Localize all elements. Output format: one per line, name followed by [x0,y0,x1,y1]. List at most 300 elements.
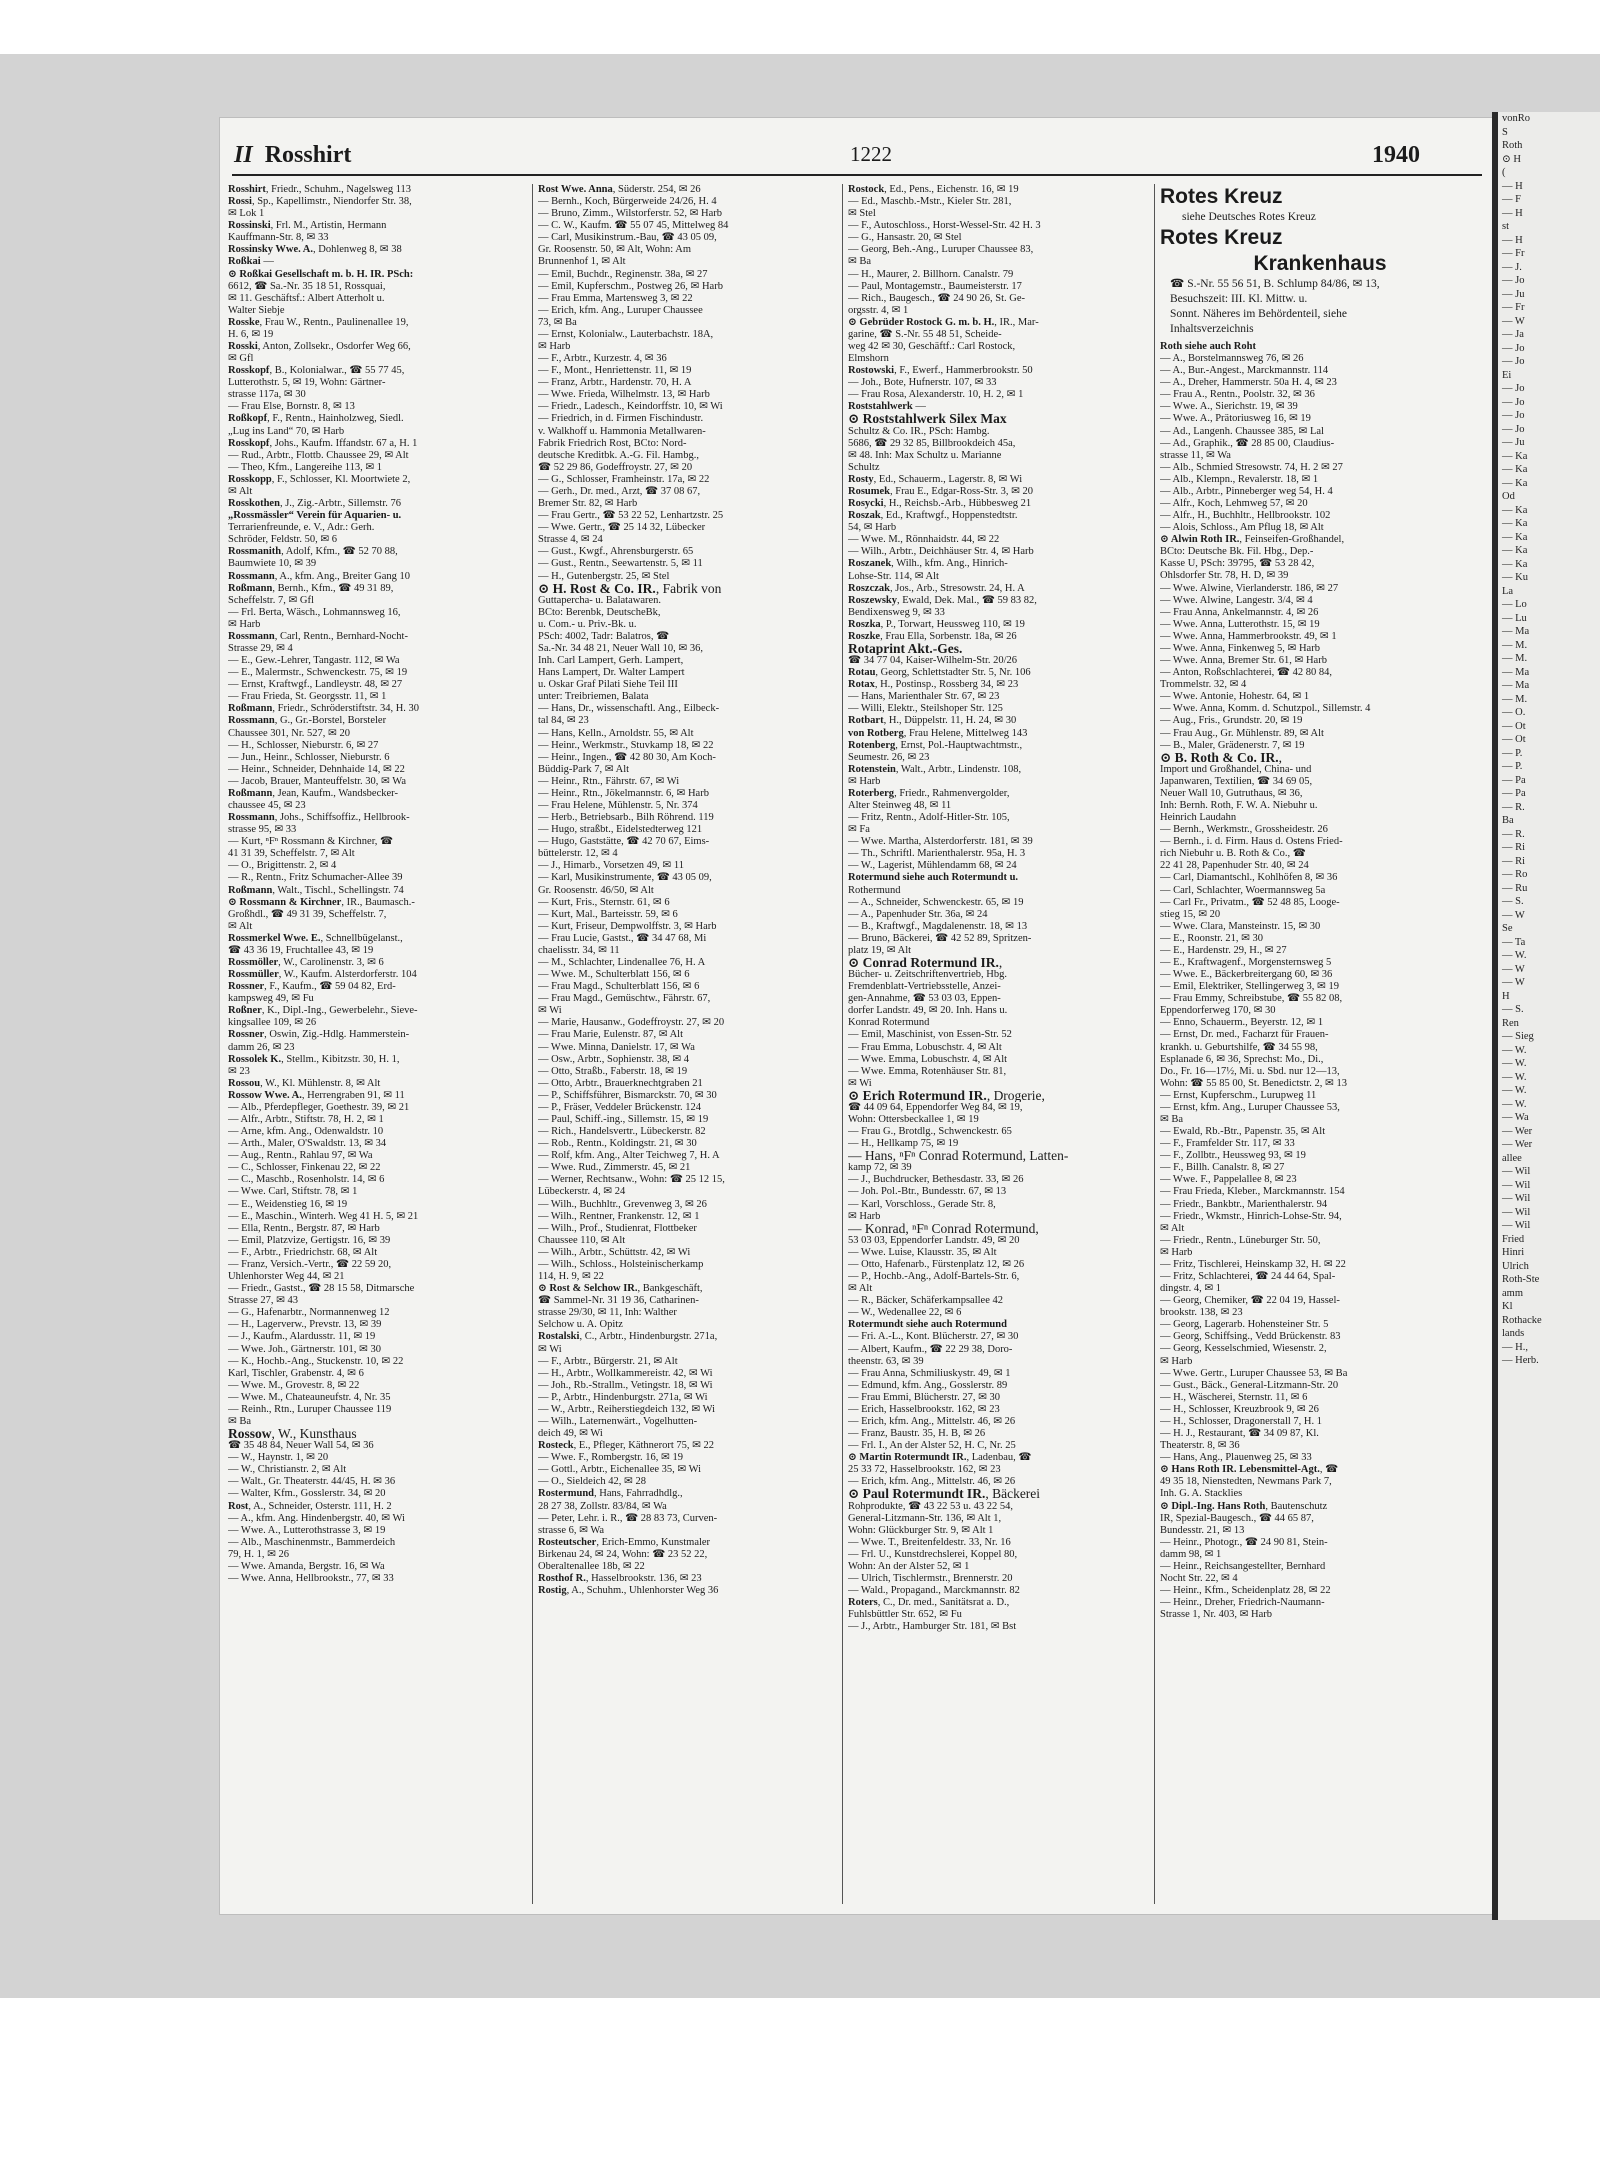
directory-entry: — Heinr., Werkmstr., Stuvkamp 18, ✉ 22 [538,739,714,751]
directory-entry [538,1585,830,1597]
entry-details: , Bäckerei [985,1488,1041,1501]
entry-name: Roszak [848,510,881,522]
directory-entry: deich 49, ✉ Wi [538,1428,603,1440]
directory-entry: v. Walkhoff u. Hammonia Metallwaren- [538,425,706,437]
entry-name: Rosty [848,473,874,485]
directory-entry: — Frau A., Rentn., Poolstr. 32, ✉ 36 [1160,389,1315,401]
directory-entry: ☎ 44 09 64, Eppendorfer Weg 84, ✉ 19, [848,1101,1023,1113]
directory-entry: — Wwe. Antonie, Hohestr. 64, ✉ 1 [1160,691,1310,703]
directory-entry: Fabrik Friedrich Rost, BCto: Nord- [538,437,687,449]
edge-line: — Ma [1502,666,1530,678]
entry-details: , Wilh., kfm. Ang., Hinrich- [891,558,1008,570]
directory-entry [228,957,520,969]
directory-entry: — Frau Magd., Schulterblatt 156, ✉ 6 [538,981,700,993]
edge-line: Roth-Ste [1502,1274,1540,1285]
directory-entry: stieg 15, ✉ 20 [1160,908,1221,920]
edge-line: — W. [1502,1085,1527,1096]
directory-entry [1160,534,1480,546]
directory-entry: — Franz, Versich.-Vertr., ☎ 22 59 20, [228,1258,392,1270]
directory-entry: orgsstr. 4, ✉ 1 [848,304,909,316]
entry-name: Rotaprint Akt.-Ges. [848,642,963,656]
directory-entry: — Georg, Chemiker, ☎ 22 04 19, Hassel- [1160,1295,1340,1307]
directory-entry: — Heinr., Rtn., Jökelmannstr. 6, ✉ Harb [538,787,709,799]
directory-entry: weg 42 ✉ 30, Geschäftf.: Carl Rostock, [848,341,1016,353]
entry-name: Rosskopf [228,437,270,449]
edge-line: Hinri [1502,1247,1525,1258]
directory-entry: Wohn: ☎ 55 85 00, St. Benedictstr. 2, ✉ 13 [1160,1077,1347,1089]
directory-entry: Wohn: Glückburger Str. 9, ✉ Alt 1 [848,1524,994,1536]
entry-name: Rosski [228,341,258,353]
directory-entry: — A., Papenhuder Str. 36a, ✉ 24 [848,908,988,920]
directory-entry: 73, ✉ Ba [538,316,577,328]
directory-entry: Wohn: Ottersbeckallee 1, ✉ 19 [848,1114,979,1126]
directory-entry: — Wilh., Schloss., Holsteinischerkamp [538,1258,704,1270]
directory-entry: — G., Hansastr. 20, ✉ Stel [848,232,962,244]
section-numeral: II [234,142,253,168]
entry-details: , H., Postinsp., Rossberg 34, ✉ 23 [874,679,1019,691]
directory-entry: — Karl, Musikinstrumente, ☎ 43 05 09, [538,872,712,884]
directory-entry: — Reinh., Rtn., Luruper Chaussee 119 [228,1403,392,1415]
directory-entry [228,583,520,595]
directory-entry [848,595,1140,607]
directory-entry: 25 33 72, Hasselbrookstr. 162, ✉ 23 [848,1464,1001,1476]
entry-name: Roßkopf [228,413,268,425]
directory-entry: — P., Schiffsführer, Bismarckstr. 70, ✉ 30 [538,1089,717,1101]
directory-column-4 [1160,184,1480,1904]
column-divider [842,184,843,1904]
directory-entry: — Georg, Lagerarb. Hohensteiner Str. 5 [1160,1319,1329,1331]
edge-line: Roth [1502,140,1523,151]
directory-entry: strasse 6, ✉ Wa [538,1524,605,1536]
directory-entry: — Bernh., Koch, Bürgerweide 24/26, H. 4 [538,196,717,208]
entry-details: , Frau W., Rentn., Paulinenallee 19, [259,316,409,328]
directory-entry: — Kurt, ⁿFⁿ Rossmann & Kirchner, ☎ [228,836,394,848]
entry-name: Rotermundt siehe auch Rotermund [848,1319,1007,1331]
entry-name: Rossmann [228,570,275,582]
directory-entry: — Wwe. Carl, Stiftstr. 78, ✉ 1 [228,1186,358,1198]
edge-line: — Ka [1502,464,1528,475]
edge-line: Od [1502,491,1515,502]
directory-entry: — Gust., Kwgf., Ahrensburgerstr. 65 [538,546,694,558]
directory-entry: Gr. Roosenstr. 46/50, ✉ Alt [538,884,654,896]
edge-line: — Ot [1502,734,1526,745]
directory-entry: Büddig-Park 7, ✉ Alt [538,763,630,775]
entry-name: Rostermund [538,1488,595,1500]
directory-entry: 53 03 03, Eppendorfer Landstr. 49, ✉ 20 [848,1234,1020,1246]
entry-name: Rosshirt [228,184,266,195]
directory-column-1 [228,184,520,1904]
directory-entry: 49 35 18, Nienstedten, Newmans Park 7, [1160,1476,1332,1488]
directory-entry: — G., Hafenarbtr., Normannenweg 12 [228,1307,390,1319]
directory-entry: — Wwe. Gertr., ☎ 25 14 32, Lübecker [538,522,706,534]
directory-entry: ✉ Alt [848,1283,873,1295]
entry-name: Rosteutscher [538,1536,597,1548]
edge-line: Fried [1502,1233,1525,1245]
entry-name: Rosskothen [228,498,280,510]
entry-name: ⊙ Roststahlwerk Silex Max [848,413,1007,426]
directory-entry: — Arne, kfm. Ang., Odenwaldstr. 10 [228,1126,384,1138]
directory-entry: ☎ 35 48 84, Neuer Wall 54, ✉ 36 [228,1440,374,1452]
directory-entry: — Rolf, kfm. Ang., Alter Teichweg 7, H. A [538,1150,720,1162]
directory-entry: — Osw., Arbtr., Sophienstr. 38, ✉ 4 [538,1053,690,1065]
directory-entry: — Friedr., Rentn., Lüneburger Str. 50, [1160,1234,1321,1246]
directory-entry: Sa.-Nr. 34 48 21, Neuer Wall 10, ✉ 36, [538,642,703,654]
directory-entry: — Wwe. Anna, Komm. d. Schutzpol., Sillemstr. 4 [1160,703,1371,715]
entry-details: , Frau E., Edgar-Ross-Str. 3, ✉ 20 [890,485,1034,497]
directory-entry: — Joh., Rb.-Strallm., Vetingstr. 18, ✉ Wi [538,1379,713,1391]
directory-column-2 [538,184,830,1904]
edge-line: — Ja [1502,329,1524,340]
directory-entry: dorfer Landstr. 49, ✉ 20. Inh. Hans u. [848,1005,1008,1017]
directory-entry: — Willi, Elektr., Steilshoper Str. 125 [848,703,1003,715]
directory-entry: — Hans, ⁿFⁿ Conrad Rotermund, Latten- [848,1150,1069,1163]
directory-entry: — Carl, Musikinstrum.-Bau, ☎ 43 05 09, [538,232,717,244]
directory-entry: Karl, Tischler, Grabenstr. 4, ✉ 6 [228,1367,364,1379]
directory-entry: — A., Bur.-Angest., Marckmannstr. 114 [1160,365,1329,377]
entry-name: Rotax [848,679,875,691]
directory-entry: — H., Schlosser, Nieburstr. 6, ✉ 27 [228,739,379,751]
directory-entry: Oberaltenallee 18b, ✉ 22 [538,1560,645,1572]
directory-entry: — Wwe. Anna, Finkenweg 5, ✉ Harb [1160,642,1320,654]
rotes-kreuz-heading-2: Rotes Kreuz [1160,226,1283,249]
entry-details: — [260,256,274,268]
edge-line: — Jo [1502,396,1525,408]
directory-entry: PSch: 4002, Tadr: Balatros, ☎ [538,630,670,642]
directory-entry: — Gottl., Arbtr., Eichenallee 35, ✉ Wi [538,1464,702,1476]
directory-entry: ✉ Wi [848,1077,872,1089]
directory-entry [228,244,520,256]
directory-entry: — Alb., Pferdepfleger, Goethestr. 39, ✉ 21 [228,1101,410,1113]
entry-details: , Erich-Emmo, Kunstmaler [596,1536,711,1548]
directory-entry [228,498,520,510]
directory-entry [848,413,1140,425]
directory-entry: — E., Gew.-Lehrer, Tangastr. 112, ✉ Wa [228,655,400,667]
directory-entry: — H., Maurer, 2. Billhorn. Canalstr. 79 [848,268,1014,280]
directory-entry: — Frl. U., Kunstdrechslerei, Koppel 80, [848,1548,1018,1560]
entry-details: , Ladenbau, ☎ [966,1452,1032,1464]
directory-entry [538,1488,830,1500]
roth-entries [1160,353,1480,1621]
entry-details: , C., Dr. med., Sanitätsrat a. D., [877,1597,1010,1609]
directory-entry: 6612, ☎ Sa.-Nr. 35 18 51, Rossquai, [228,280,386,292]
directory-entry: — W., Arbtr., Reiherstiegdeich 132, ✉ Wi [538,1403,716,1415]
directory-entry: — F., Mont., Henriettenstr. 11, ✉ 19 [538,365,692,377]
entry-details: , Sp., Kapellimstr., Niendorfer Str. 38, [251,196,412,208]
directory-entry: Strasse 1, Nr. 403, ✉ Harb [1160,1609,1273,1621]
directory-entry: Bundesstr. 21, ✉ 13 [1160,1524,1245,1536]
directory-entry: ✉ Stel [848,208,876,220]
entry-name: Rotermund siehe auch Rotermundt u. [848,872,1019,884]
entry-name: ⊙ B. Roth & Co. IR. [1160,751,1279,764]
directory-entry: — Wwe. A., Lutterothstrasse 3, ✉ 19 [228,1524,386,1536]
entry-name: Roters [848,1597,878,1609]
entry-details: , Süderstr. 254, ✉ 26 [612,184,701,195]
edge-line: — R. [1502,801,1525,813]
entry-name: Roßmann [228,582,273,594]
edge-line: S [1502,126,1508,138]
directory-entry: — Frau Frieda, Kleber., Marckmannstr. 154 [1160,1186,1345,1198]
entry-name: ⊙ Roßkai Gesellschaft m. b. H. IR. PSch: [228,268,414,280]
directory-entry: Terrarienfreunde, e. V., Adr.: Gerh. [228,522,375,534]
entry-name: Rosskopp [228,473,272,485]
entry-details: , [998,957,1003,970]
entry-name: Rossou [228,1077,261,1089]
entry-details: , H., Düppelstr. 11, H. 24, ✉ 30 [883,715,1017,727]
entry-name: ⊙ Gebrüder Rostock G. m. b. H. [848,316,995,328]
edge-line: — O. [1502,707,1526,718]
directory-entry [848,764,1140,776]
edge-line: — Ka [1502,558,1528,570]
directory-entry [228,571,520,583]
entry-name: Rotenstein [848,763,896,775]
directory-entry [228,812,520,824]
entry-details: , K., Dipl.-Ing., Gewerbelehr., Sieve- [261,1005,418,1017]
entry-details: , Carl, Rentn., Bernhard-Nocht- [274,630,408,642]
directory-entry [848,1488,1140,1500]
edge-line: — F [1502,194,1521,205]
directory-entry: gen-Annahme, ☎ 53 03 03, Eppen- [848,993,1001,1005]
directory-entry: Do., Fr. 16—17½, Mi. u. Sbd. nur 12—13, [1160,1065,1340,1077]
directory-entry: — Frau Anna, Schmiliuskystr. 49, ✉ 1 [848,1367,1011,1379]
directory-entry: — Friedrich, in d. Firmen Fischindustr. [538,413,704,425]
directory-page [220,118,1492,1914]
directory-entry [228,1428,520,1440]
directory-entry: Bücher- u. Zeitschriftenvertrieb, Hbg. [848,969,1007,981]
column-divider [1154,184,1155,1904]
directory-entry [848,1597,1140,1609]
entry-name: Roszanek [848,558,892,570]
directory-entry: Inh. Carl Lampert, Gerh. Lampert, [538,655,684,667]
directory-entry: ✉ Wi [538,1343,562,1355]
edge-line: — Ma [1502,680,1530,691]
edge-line: — Ka [1502,545,1528,556]
directory-entry: — J., Kaufm., Alardusstr. 11, ✉ 19 [228,1331,376,1343]
directory-entry: — Hans, Marienthaler Str. 67, ✉ 23 [848,691,1000,703]
directory-entry: Trommelstr. 32, ✉ 4 [1160,679,1247,691]
edge-line: — Ro [1502,869,1528,880]
directory-entry: — Ernst, Kupferschm., Lurupweg 11 [1160,1089,1317,1101]
directory-entry: Inh: Bernh. Roth, F. W. A. Niebuhr u. [1160,799,1318,811]
directory-entry: — Bruno, Bäckerei, ☎ 42 52 89, Spritzen- [848,932,1032,944]
directory-entry: 5686, ☎ 29 32 85, Billbrookdeich 45a, [848,437,1016,449]
directory-entry [848,558,1140,570]
edge-line: — Fr [1502,248,1525,259]
edge-line: — Ri [1502,855,1526,867]
directory-entry: — Wwe. Joh., Gärtnerstr. 101, ✉ 30 [228,1343,381,1355]
directory-entry: — H., Lagerverw., Prevstr. 13, ✉ 39 [228,1319,382,1331]
directory-entry: — Frau Aug., Gr. Mühlenstr. 89, ✉ Alt [1160,727,1324,739]
directory-entry [228,546,520,558]
directory-entry: — Wilh., Rentner, Frankenstr. 12, ✉ 1 [538,1210,700,1222]
directory-entry: Inh. G. A. Stacklies [1160,1488,1243,1500]
directory-entry: ✉ Ba [848,256,872,268]
directory-entry: — Kurt, Friseur, Dempwolffstr. 3, ✉ Harb [538,920,717,932]
entry-details: , Georg, Schlettstadter Str. 5, Nr. 106 [875,667,1031,679]
directory-entry: Eppendorferweg 170, ✉ 30 [1160,1005,1276,1017]
directory-entry: — Frau G., Brotdlg., Schwenckestr. 65 [848,1126,1012,1138]
entry-name: Roterberg [848,787,895,799]
directory-entry: strasse 117a, ✉ 30 [228,389,306,401]
edge-line: — W. [1502,1098,1527,1110]
directory-entry: ✉ Fa [848,824,870,836]
directory-entry: — Enno, Schauerm., Beyerstr. 12, ✉ 1 [1160,1017,1324,1029]
directory-entry [848,486,1140,498]
directory-entry [228,413,520,425]
directory-entry: — Wwe. Anna, Bremer Str. 61, ✉ Harb [1160,655,1327,667]
directory-entry: — Rich., Handelsvertr., Lübeckerstr. 82 [538,1126,706,1138]
directory-entry: — J., Himarb., Vorsetzen 49, ✉ 11 [538,860,684,872]
directory-entry: — Wwe. Anna, Lutterothstr. 15, ✉ 19 [1160,618,1320,630]
directory-entry: ✉ Alt [1160,1222,1185,1234]
directory-entry: 54, ✉ Harb [848,522,897,534]
entry-details: , B., Kolonialwar., ☎ 55 77 45, [269,365,405,377]
directory-entry: — Ella, Rentn., Bergstr. 87, ✉ Harb [228,1222,380,1234]
directory-entry: Guttapercha- u. Balatawaren. [538,594,662,606]
entry-details: , Schnellbügelanst., [320,932,403,944]
directory-entry: — Wwe. Emma, Lobuschstr. 4, ✉ Alt [848,1053,1008,1065]
directory-entry: Schröder, Feldstr. 50, ✉ 6 [228,534,337,546]
entry-details: , Stellm., Kibitzstr. 30, H. 1, [281,1053,400,1065]
directory-entry: Japanwaren, Textilien, ☎ 34 69 05, [1160,775,1313,787]
directory-entry: — Alfr., Arbtr., Stiftstr. 78, H. 2, ✉ 1 [228,1114,384,1126]
edge-line: ( [1502,167,1506,178]
directory-entry: Esplanade 6, ✉ 36, Sprechst: Mo., Di., [1160,1053,1324,1065]
directory-entry: — Frau Emma, Martensweg 3, ✉ 22 [538,292,693,304]
directory-entry: — Ernst, kfm. Ang., Luruper Chaussee 53, [1160,1101,1340,1113]
directory-entry: Strasse 4, ✉ 24 [538,534,603,546]
directory-entry: — Wwe. M., Chateauneufstr. 4, Nr. 35 [228,1391,391,1403]
directory-entry: — Ad., Langenh. Chaussee 385, ✉ Lal [1160,425,1324,437]
edge-line: — J. [1502,261,1522,273]
edge-line: — W [1502,977,1525,988]
directory-entry: — Fritz, Tischlerei, Heinskamp 32, H. ✉ 22 [1160,1258,1346,1270]
directory-entry: — Georg, Kesselschmied, Wiesenstr. 2, [1160,1343,1327,1355]
entry-details: , E., Pfleger, Käthnerort 75, ✉ 22 [573,1440,715,1452]
entry-details: , Feinseifen-Großhandel, [1239,534,1345,546]
directory-entry [228,1090,520,1102]
directory-entry [228,317,520,329]
directory-entry: — Heinr., Reichsangestellter, Bernhard [1160,1560,1326,1572]
directory-entry: — Fri. A.-L., Kont. Blücherstr. 27, ✉ 30 [848,1331,1019,1343]
directory-entry [228,341,520,353]
entry-details: , Herrengraben 91, ✉ 11 [301,1089,405,1101]
directory-entry [228,981,520,993]
directory-entry [228,474,520,486]
entry-name: von Rotberg [848,727,904,739]
entry-details: , Oswin, Zig.-Hdlg. Hammerstein- [264,1029,410,1041]
directory-entry: — Paul, Schiff.-ing., Sillemstr. 15, ✉ 19 [538,1114,709,1126]
directory-entry: — H. J., Restaurant, ☎ 34 09 87, Kl. [1160,1428,1319,1440]
page-number: 1222 [850,142,892,166]
directory-entry [228,631,520,643]
directory-entry [848,788,1140,800]
entry-name: Rossmann [228,715,275,727]
directory-entry: — H., Arbtr., Wollkammereistr. 42, ✉ Wi [538,1367,713,1379]
directory-entry: General-Litzmann-Str. 136, ✉ Alt 1, [848,1512,1002,1524]
entry-name: Rossmerkel Wwe. E. [228,932,321,944]
directory-entry: — A., Schneider, Schwenckestr. 65, ✉ 19 [848,896,1024,908]
directory-entry: — G., Schlosser, Framheinstr. 17a, ✉ 22 [538,473,710,485]
directory-entry: — W., Wedenallee 22, ✉ 6 [848,1307,962,1319]
directory-entry: — Wwe. Rud., Zimmerstr. 45, ✉ 21 [538,1162,691,1174]
directory-entry: — Erich, kfm. Ang., Mittelstr. 46, ✉ 26 [848,1476,1016,1488]
directory-entry: Großhdl., ☎ 49 31 39, Scheffelstr. 7, [228,908,387,920]
directory-entry [228,510,520,522]
directory-entry [848,184,1140,196]
edge-line: — Jo [1502,410,1525,421]
directory-entry: — Frau Lucie, Gastst., ☎ 34 47 68, Mi [538,932,707,944]
directory-entry [848,1319,1140,1331]
edge-line: — Ri [1502,842,1526,853]
directory-entry: — Franz, Baustr. 35, H. B, ✉ 26 [848,1428,986,1440]
edge-line: — Ju [1502,288,1525,300]
edge-line: — Pa [1502,788,1526,799]
directory-entry [228,1054,520,1066]
directory-entry [848,1452,1140,1464]
entry-name: Roßkai [228,256,261,268]
edge-line: — Wil [1502,1220,1531,1231]
directory-entry: — Walter, Kfm., Gosslerstr. 34, ✉ 20 [228,1488,386,1500]
edge-line: — Ka [1502,531,1528,543]
directory-entry [848,498,1140,510]
directory-entry: — E., Maschin., Winterh. Weg 41 H. 5, ✉ 21 [228,1210,419,1222]
directory-entry: Nocht Str. 22, ✉ 4 [1160,1572,1238,1584]
edge-line: — Ta [1502,936,1526,948]
entry-name: Rostowski [848,365,895,377]
directory-entry: — H., Gutenbergstr. 25, ✉ Stel [538,570,670,582]
edge-line: — Wa [1502,1112,1529,1123]
entry-details: , Walt., Arbtr., Lindenstr. 108, [895,763,1022,775]
entry-details: , P., Torwart, Heussweg 110, ✉ 19 [880,618,1025,630]
directory-entry: — Friedr., Bankbtr., Marienthalerstr. 94 [1160,1198,1328,1210]
directory-entry: — Alb., Maschinenmstr., Bammerdeich [228,1536,396,1548]
entry-name: Roßmann [228,884,273,896]
entry-details: , Bautenschutz [1265,1500,1328,1512]
directory-entry [228,220,520,232]
entry-name: Rossmanith [228,546,282,558]
directory-entry: — Edmund, kfm. Ang., Gosslerstr. 89 [848,1379,1008,1391]
entry-name: Rossolek K. [228,1053,282,1065]
directory-entry: — E., Weidenstieg 16, ✉ 19 [228,1198,348,1210]
directory-entry: — C., Maschb., Rosenholstr. 14, ✉ 6 [228,1174,385,1186]
edge-line: — Ka [1502,477,1528,489]
directory-entry [1160,1464,1480,1476]
entry-name: ⊙ Hans Roth IR. Lebensmittel-Agt. [1160,1464,1320,1476]
directory-entry: Strasse 27, ✉ 43 [228,1295,299,1307]
directory-entry [228,715,520,727]
entry-details: , Ed., Kraftwgf., Hoppenstedtstr. [880,510,1018,522]
directory-entry: — Wwe. Alwine, Vierlanderstr. 186, ✉ 27 [1160,582,1339,594]
directory-entry: — Frau Frieda, St. Georgsstr. 11, ✉ 1 [228,691,387,703]
directory-entry: Bremer Str. 82, ✉ Harb [538,498,638,510]
edge-line: — H [1502,207,1523,219]
directory-entry: — Heinr., Ingen., ☎ 42 80 30, Am Koch- [538,751,716,763]
directory-entry [538,1573,830,1585]
directory-entry: — F., Arbtr., Bürgerstr. 21, ✉ Alt [538,1355,678,1367]
directory-entry: — Wald., Propagand., Marckmannstr. 82 [848,1585,1020,1597]
directory-entry: — Marie, Hausanw., Godeffroystr. 27, ✉ 20 [538,1017,725,1029]
entry-details: , Ernst, Pol.-Hauptwachtmstr., [895,739,1023,751]
entry-name: ⊙ Alwin Roth IR. [1160,534,1240,546]
directory-entry [228,969,520,981]
entry-details: , Adolf, Kfm., ☎ 52 70 88, [281,546,398,558]
entry-name: ⊙ H. Rost & Co. IR. [538,582,656,595]
entry-name: Roststahlwerk [848,401,913,413]
edge-line: amm [1502,1287,1523,1299]
directory-entry: unter: Treibriemen, Balata [538,691,649,703]
directory-entry: — Friedr., Ladesch., Keindorffstr. 10, ✉ Wi [538,401,723,413]
directory-entry: chaelisstr. 34, ✉ 11 [538,944,620,956]
